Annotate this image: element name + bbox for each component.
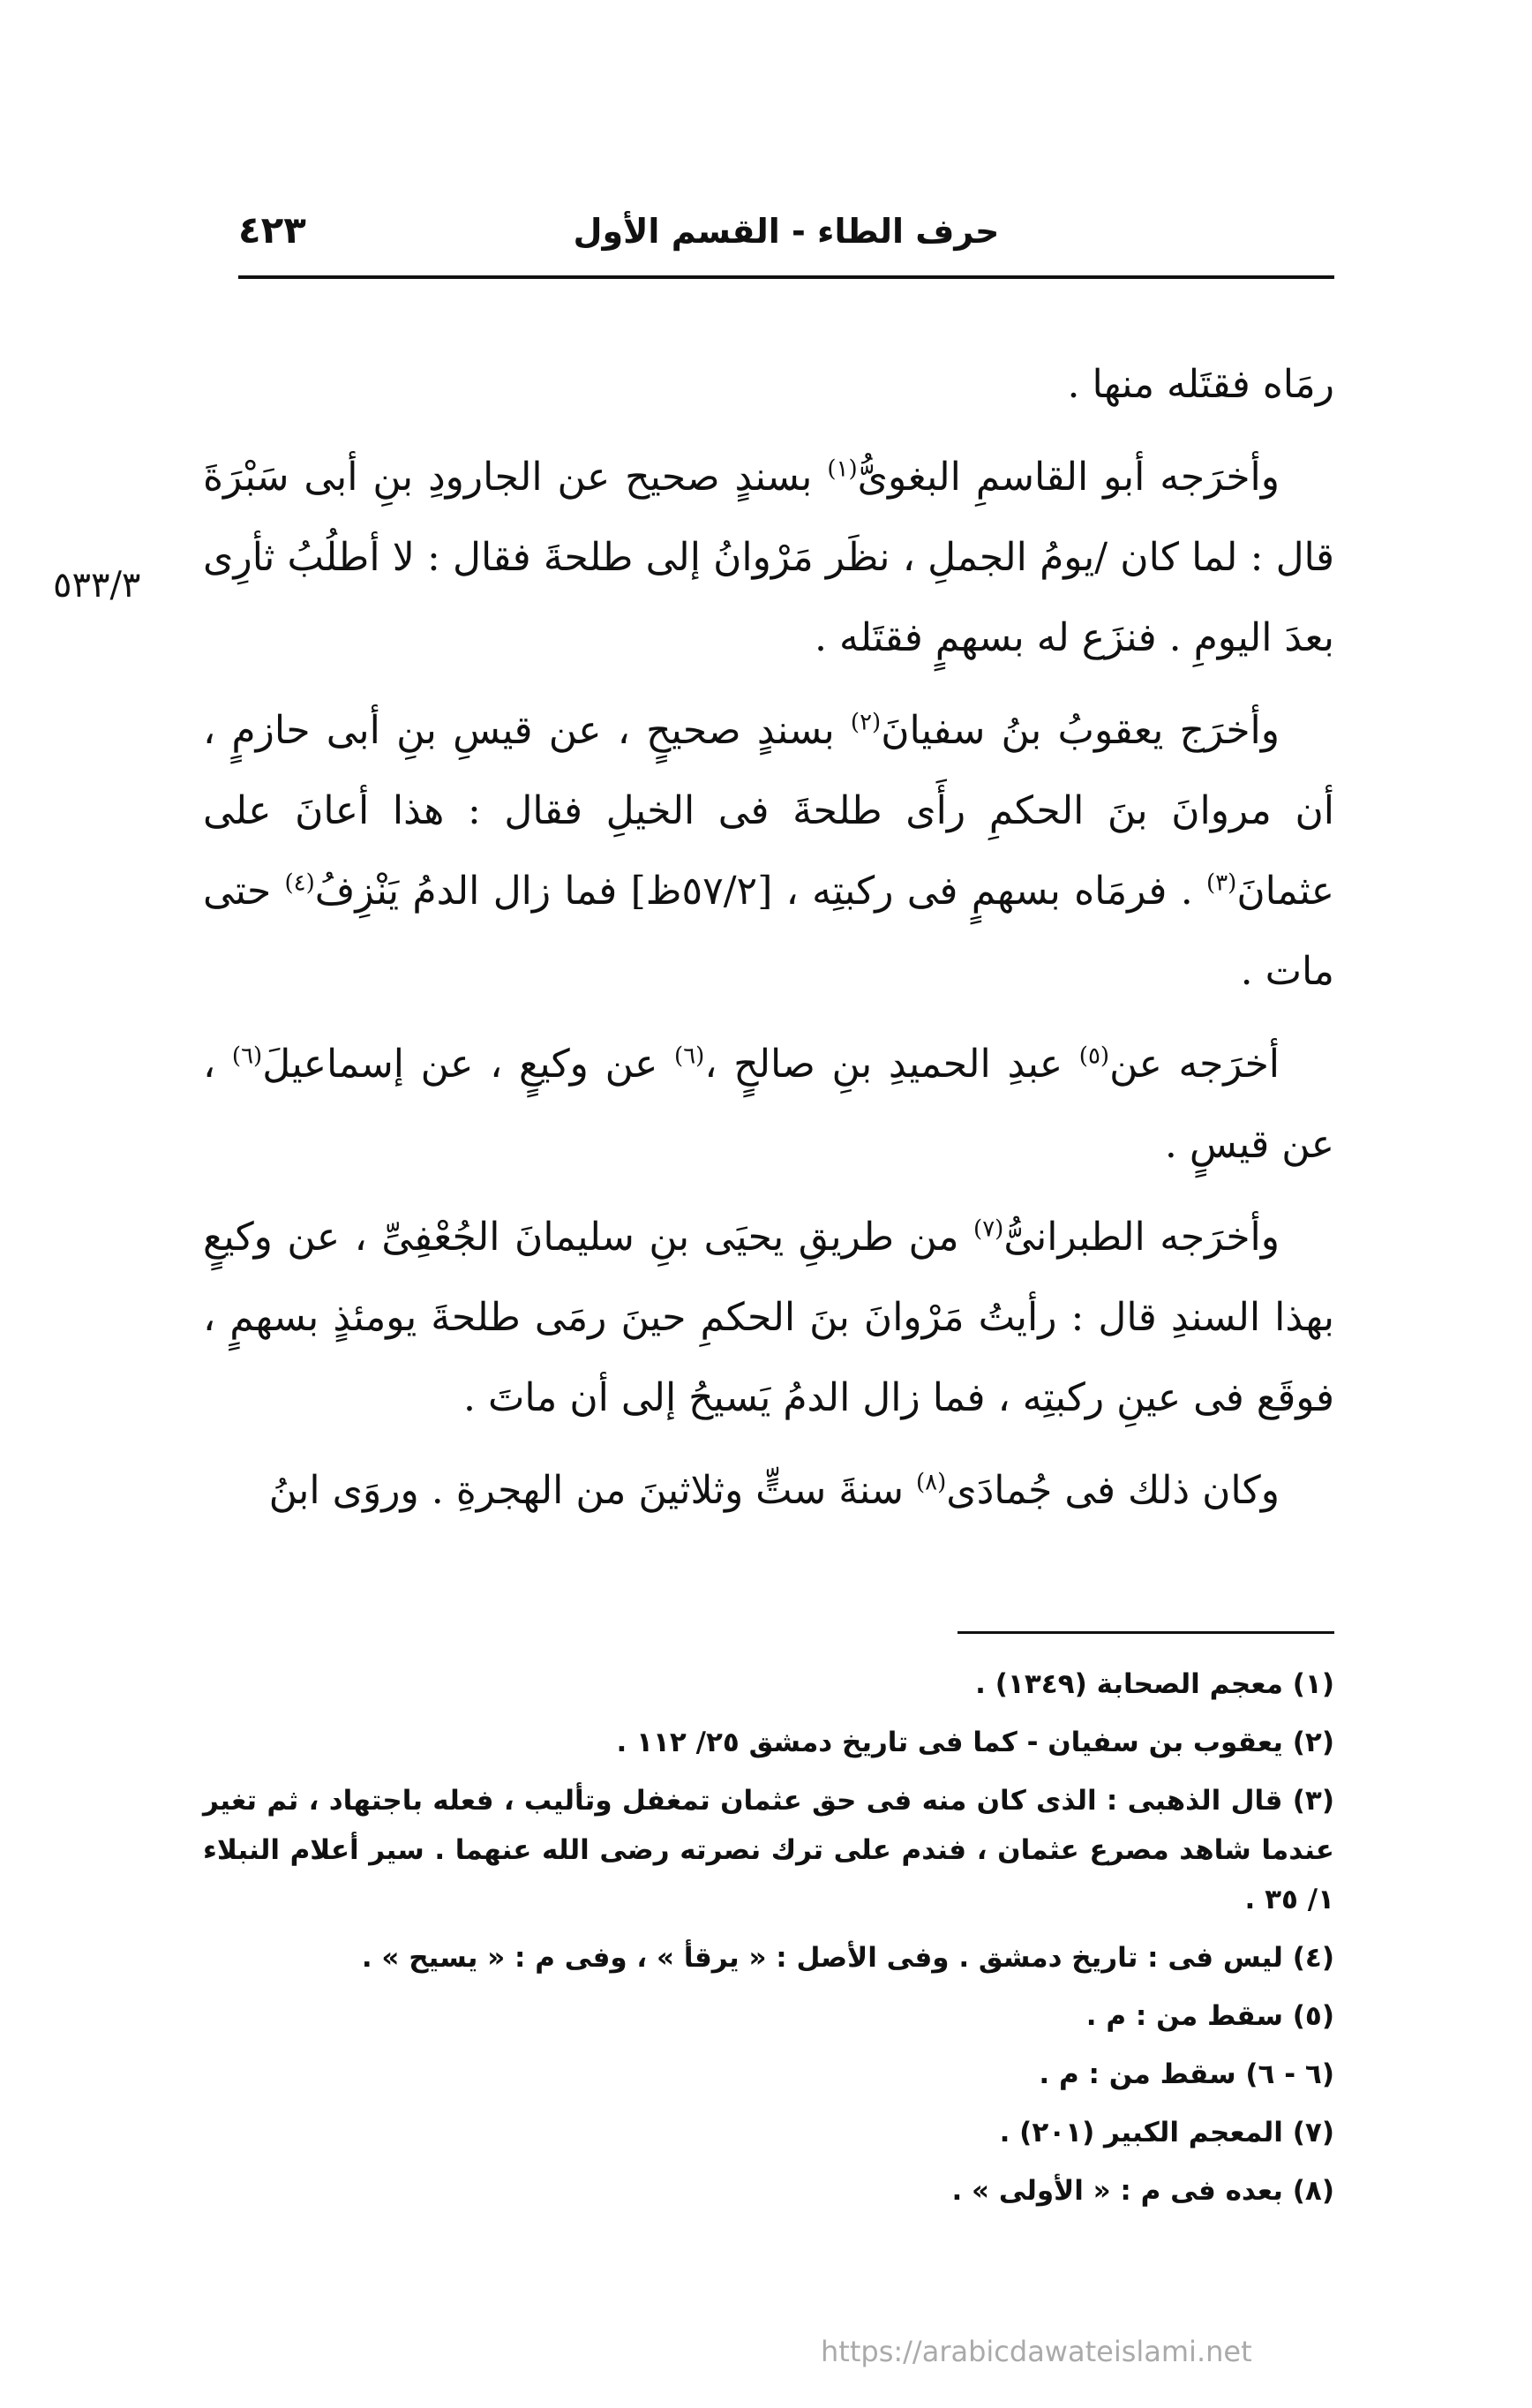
footnote: (٣) قال الذهبى : الذى كان منه فى حق عثمان تمغفل وتأليب ، فعله باجتهاد ، ثم تغير عندما شاهد مصرع عثمان ، فندم على ترك نصرته رضى الله عنهما . سير أعلام النبلاء ١/ ٣٥ . [203,1785,1334,1915]
footnote: (٧) المعجم الكبير (٢٠١) . [999,2117,1334,2148]
footnote: (١) معجم الصحابة (١٣٤٩) . [975,1668,1334,1700]
text-segment: أخرَجه عن [1109,1042,1280,1087]
margin-reference: ٥٣٣/٣ [53,565,141,606]
paragraph [203,690,1334,1012]
header-divider [238,275,1334,279]
text-segment: من طريقِ يحيَى بنِ سليمانَ الجُعْفِىِّ ، عن وكيعٍ بهذا السندِ قال : رأيتُ مَرْوانَ بنَ الحكمِ حينَ رمَى طلحةَ يومئذٍ بسهمٍ ، فوقَع فى عينِ ركبتِه ، فما زال الدمُ يَسيحُ إلى أن ماتَ . [203,1215,1334,1420]
text-segment: رمَاه فقتَله منها . [1067,362,1334,407]
page-number: ٤٢٣ [238,208,306,252]
text-segment: حتى مات . [203,869,1334,994]
paragraph [203,344,1334,425]
main-text [203,344,1334,1543]
text-segment: ، عن قيسٍ . [203,1042,1334,1167]
footnote-divider [958,1631,1334,1634]
page-header [238,196,1334,258]
text-segment: عن وكيعٍ ، عن إسماعيلَ [262,1042,675,1087]
text-segment: وأخرَجه أبو القاسمِ البغوىُّ [857,455,1280,500]
footnote-reference: (٨) [915,1469,947,1496]
text-segment: بسندٍ صحيحٍ ، عن قيسِ بنِ أبى حازمٍ ، أن مروانَ بنَ الحكمِ رأَى طلحةَ فى الخيلِ فقال : هذا أعانَ على عثمانَ [203,708,1334,914]
footnote-reference: (٢) [850,709,882,736]
text-segment: عبدِ الحميدِ بنِ صالحٍ ، [704,1042,1079,1087]
footnotes [203,1659,1334,2224]
footnote: (٨) بعده فى م : « الأولى » . [951,2175,1334,2207]
footnote: (٦ - ٦) سقط من : م . [1039,2058,1334,2090]
footnote-reference: (٧) [973,1215,1004,1243]
text-segment: . فرمَاه بسهمٍ فى ركبتِه ، [٥٧/٢ظ] فما زال الدمُ يَنْزِفُ [314,869,1207,914]
paragraph [203,437,1334,678]
footnote-reference: (١) [827,455,858,483]
footnote-reference: (٦) [231,1042,263,1070]
footnote-reference: (٤) [284,869,315,897]
footnote: (٢) يعقوب بن سفيان - كما فى تاريخ دمشق ٢٥/ ١١٢ . [616,1727,1334,1758]
footnote: (٤) ليس فى : تاريخ دمشق . وفى الأصل : « يرقأ » ، وفى م : « يسيح » . [361,1942,1334,1974]
text-segment: سنةَ ستٍّ وثلاثينَ من الهجرةِ . وروَى ابنُ [268,1468,916,1513]
footnote: (٥) سقط من : م . [1085,2000,1334,2032]
paragraph [203,1197,1334,1438]
footnote-reference: (٣) [1206,869,1237,897]
running-title: حرف الطاء - القسم الأول [573,212,1000,251]
watermark-url: https://arabicdawateislami.net [821,2335,1252,2368]
text-segment: وأخرَجه الطبرانىُّ [1003,1215,1280,1260]
footnote-reference: (٥) [1078,1042,1110,1070]
text-segment: بسندٍ صحيح عن الجارودِ بنِ أبى سَبْرَةَ قال : لما كان /يومُ الجملِ ، نظَر مَرْوانُ إلى طلحةَ فقال : لا أطلُبُ ثأرِى بعدَ اليومِ . فنزَع له بسهمٍ فقتَله . [203,455,1334,660]
text-segment: وكان ذلك فى جُمادَى [946,1468,1280,1513]
footnote-reference: (٦) [674,1042,705,1070]
paragraph [203,1024,1334,1185]
paragraph [203,1450,1334,1531]
text-segment: وأخرَج يعقوبُ بنُ سفيانَ [881,708,1280,753]
